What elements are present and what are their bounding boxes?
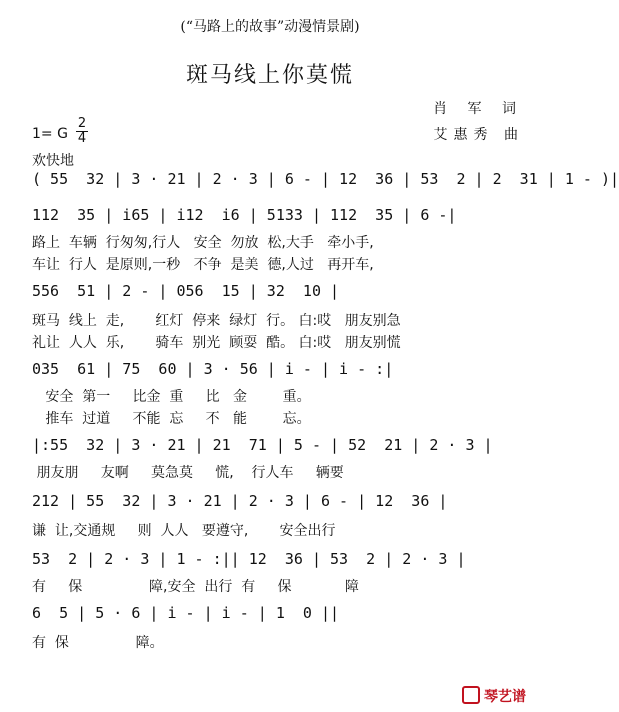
lyrics-row-2b: 礼让 人人 乐, 骑车 别光 顾耍 酷。 白:哎 朋友别慌 (32, 335, 401, 351)
lyrics-row-1a: 路上 车辆 行匆匆,行人 安全 勿放 松,大手 牵小手, (32, 235, 374, 251)
lyrics-row-7a: 有 保 障。 (32, 635, 164, 651)
lyrics-row-6a: 有 保 障,安全 出行 有 保 障 (32, 579, 359, 595)
lyrics-row-1b: 车让 行人 是原则,一秒 不争 是美 德,人过 再开车, (32, 257, 374, 273)
score-row-3: 035 61 | 75 60 | 3 · 56 | i - | i - :| (32, 360, 394, 378)
score-row-5: 212 | 55 32 | 3 · 21 | 2 · 3 | 6 - | 12 36 | (32, 492, 448, 510)
score-row-4: |:55 32 | 3 · 21 | 21 71 | 5 - | 52 21 | 2 · 3 | (32, 436, 493, 454)
lyricist-credit: 肖 军 词 (433, 101, 524, 117)
music-score-logo-icon (462, 686, 480, 704)
time-signature-top: 2 (77, 116, 87, 131)
lyrics-row-2a: 斑马 线上 走, 红灯 停来 绿灯 行。 白:哎 朋友别急 (32, 313, 401, 329)
lyrics-row-3a: 安全 第一 比金 重 比 金 重。 (32, 389, 311, 405)
time-signature (76, 118, 88, 145)
composer-credit: 艾惠秀 曲 (433, 127, 524, 143)
score-row-7: 6 5 | 5 · 6 | i - | i - | 1 0 || (32, 604, 340, 622)
score-row-2: 556 51 | 2 - | 056 15 | 32 10 | (32, 282, 340, 300)
tempo-marking: 欢快地 (32, 153, 74, 169)
score-row-0: ( 55 32 | 3 · 21 | 2 · 3 | 6 - | 12 36 | 53 2 | 2 31 | 1 - )| (32, 170, 619, 188)
score-row-6: 53 2 | 2 · 3 | 1 - :|| 12 36 | 53 2 | 2 · 3 | (32, 550, 466, 568)
lyrics-row-5a: 谦 让,交通规 则 人人 要遵守, 安全出行 (32, 523, 336, 539)
site-logo[interactable] (462, 686, 526, 706)
lyrics-row-4a: 朋友朋 友啊 莫急莫 慌, 行人车 辆要 (32, 465, 344, 481)
subtitle: (“马路上的故事”动漫情景剧) (180, 19, 360, 35)
logo-text: 琴艺谱 (484, 689, 526, 705)
lyrics-row-3b: 推车 过道 不能 忘 不 能 忘。 (32, 411, 311, 427)
time-signature-bottom: 4 (77, 131, 87, 146)
song-title: 斑马线上你莫慌 (185, 63, 354, 88)
key-signature: 1= G (32, 126, 68, 142)
score-row-1: 112 35 | i65 | i12 i6 | 5133 | 112 35 | 6 -| (32, 206, 457, 224)
